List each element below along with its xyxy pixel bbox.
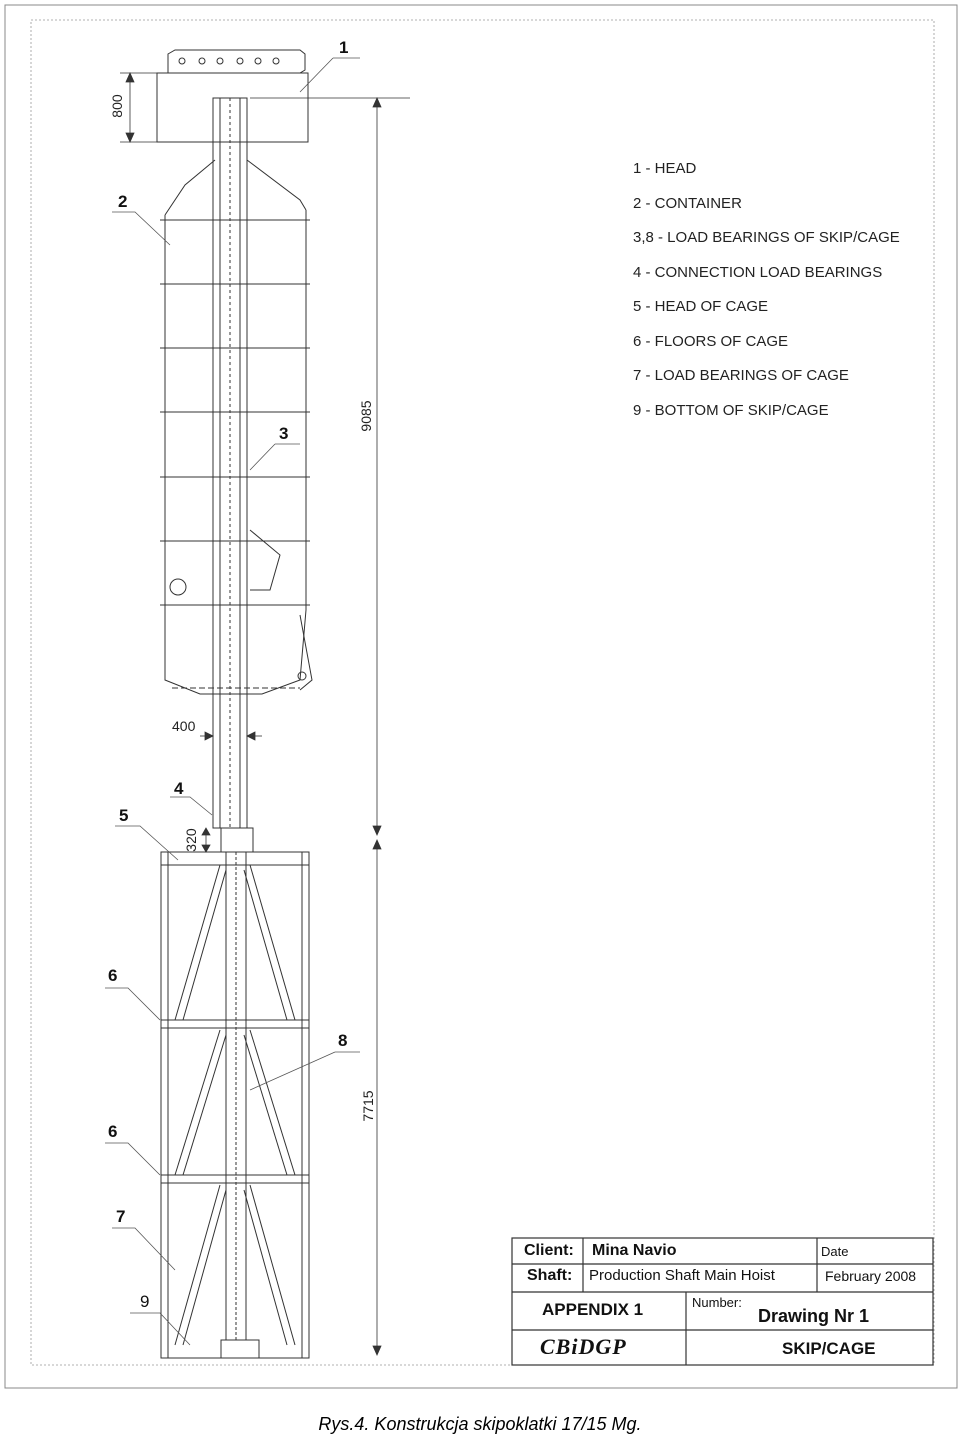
legend-item: 4 - CONNECTION LOAD BEARINGS [633,263,883,281]
company-logo: CBiDGP [540,1334,627,1359]
head [157,50,308,142]
dimension-7715: 7715 [360,1090,376,1122]
legend [633,160,900,436]
legend-item: 6 - FLOORS OF CAGE [633,332,789,350]
legend-item: 9 - BOTTOM OF SKIP/CAGE [633,401,829,419]
callout-9: 9 [140,1292,150,1311]
shaft-value: Production Shaft Main Hoist [589,1267,775,1284]
container [160,160,312,694]
drawing-number: Drawing Nr 1 [758,1306,870,1326]
legend-item: 2 - CONTAINER [633,194,742,212]
legend-item: 7 - LOAD BEARINGS OF CAGE [633,367,849,384]
callout-6a: 6 [108,966,118,985]
callout-1: 1 [339,38,349,57]
dimension-800: 800 [109,94,125,118]
appendix-label: APPENDIX 1 [542,1300,644,1319]
date-label: Date [821,1244,849,1259]
callout-4: 4 [174,779,184,798]
dimension-lines [120,73,410,1355]
callout-5: 5 [119,806,129,825]
legend-item: 1 - HEAD [633,160,697,177]
shaft-label: Shaft: [527,1267,573,1284]
dimension-320: 320 [183,828,199,852]
callout-3: 3 [279,424,289,443]
legend-item: 5 - HEAD OF CAGE [633,298,769,315]
number-label: Number: [692,1295,742,1310]
callout-7: 7 [116,1207,126,1226]
leader-lines [105,58,360,1345]
legend-item: 3,8 - LOAD BEARINGS OF SKIP/CAGE [633,229,900,246]
client-value: Mina Navio [592,1242,677,1259]
date-value: February 2008 [825,1268,917,1284]
callout-6b: 6 [108,1122,118,1141]
cage [161,852,309,1358]
dimension-400: 400 [172,718,196,734]
dimension-9085: 9085 [358,400,374,432]
callout-8: 8 [338,1031,348,1050]
callout-2: 2 [118,192,128,211]
drawing-title: SKIP/CAGE [782,1339,876,1358]
figure-caption: Rys.4. Konstrukcja skipoklatki 17/15 Mg. [318,1414,642,1434]
client-label: Client: [524,1242,574,1259]
